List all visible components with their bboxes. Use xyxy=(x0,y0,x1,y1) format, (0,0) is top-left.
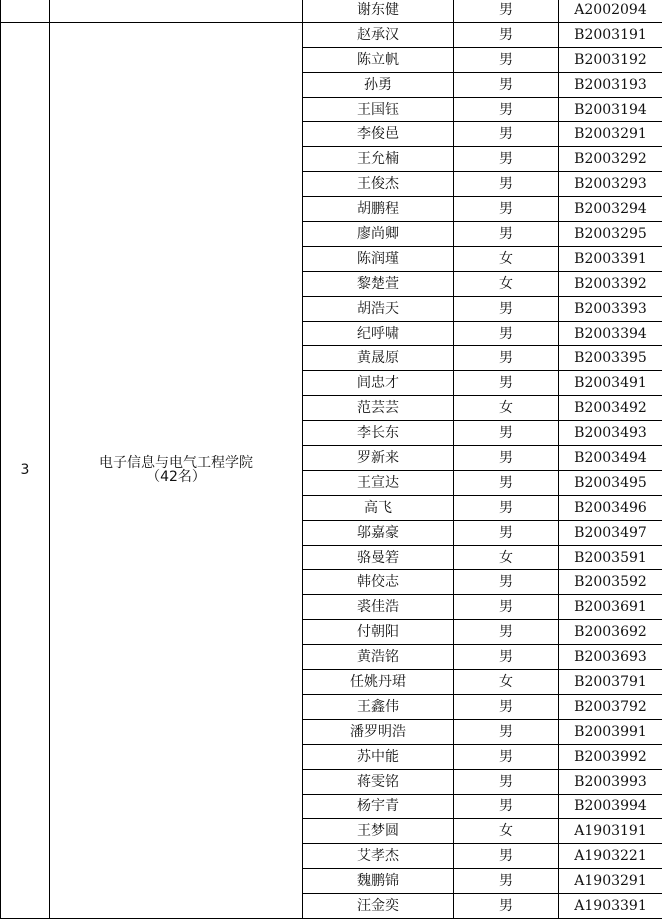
student-gender: 男 xyxy=(454,321,559,346)
student-name: 韩佼志 xyxy=(303,570,454,595)
student-id: B2003692 xyxy=(559,620,662,645)
college-cell xyxy=(50,0,303,22)
student-id: B2003291 xyxy=(559,122,662,147)
student-gender: 女 xyxy=(454,271,559,296)
group-number: 3 xyxy=(1,22,50,918)
student-id: B2003292 xyxy=(559,147,662,172)
student-name: 黄晟原 xyxy=(303,346,454,371)
student-name: 陈润瑾 xyxy=(303,246,454,271)
student-id: A1903191 xyxy=(559,819,662,844)
student-gender: 男 xyxy=(454,694,559,719)
student-gender: 男 xyxy=(454,620,559,645)
student-gender: 男 xyxy=(454,172,559,197)
student-name: 闾忠才 xyxy=(303,371,454,396)
student-name: 范芸芸 xyxy=(303,396,454,421)
student-gender: 男 xyxy=(454,470,559,495)
table-row xyxy=(1,22,662,47)
student-id: B2003493 xyxy=(559,421,662,446)
student-gender: 男 xyxy=(454,0,559,22)
student-gender: 男 xyxy=(454,869,559,894)
student-id: A1903221 xyxy=(559,844,662,869)
student-gender: 女 xyxy=(454,670,559,695)
student-gender: 男 xyxy=(454,744,559,769)
college-cell xyxy=(50,22,303,918)
college-name: 电子信息与电气工程学院 xyxy=(99,455,253,472)
student-name: 胡浩天 xyxy=(303,296,454,321)
student-name: 李长东 xyxy=(303,421,454,446)
student-gender: 男 xyxy=(454,595,559,620)
student-gender: 男 xyxy=(454,769,559,794)
student-id: B2003394 xyxy=(559,321,662,346)
student-gender: 男 xyxy=(454,47,559,72)
student-id: B2003191 xyxy=(559,22,662,47)
student-gender: 男 xyxy=(454,97,559,122)
student-name: 罗新来 xyxy=(303,446,454,471)
student-id: B2003193 xyxy=(559,72,662,97)
student-gender: 男 xyxy=(454,72,559,97)
student-id: B2003993 xyxy=(559,769,662,794)
student-id: B2003496 xyxy=(559,495,662,520)
student-id: B2003791 xyxy=(559,670,662,695)
student-gender: 男 xyxy=(454,645,559,670)
student-name: 胡鹏程 xyxy=(303,197,454,222)
student-id: B2003192 xyxy=(559,47,662,72)
student-id: A1903391 xyxy=(559,894,662,919)
student-name: 骆曼箬 xyxy=(303,545,454,570)
student-gender: 男 xyxy=(454,22,559,47)
student-name: 艾孝杰 xyxy=(303,844,454,869)
student-name: 黄浩铭 xyxy=(303,645,454,670)
student-name: 蒋雯铭 xyxy=(303,769,454,794)
student-gender: 男 xyxy=(454,520,559,545)
student-id: B2003392 xyxy=(559,271,662,296)
student-gender: 女 xyxy=(454,246,559,271)
student-id: B2003693 xyxy=(559,645,662,670)
student-gender: 男 xyxy=(454,446,559,471)
student-name: 潘罗明浩 xyxy=(303,719,454,744)
student-gender: 男 xyxy=(454,147,559,172)
student-name: 邬嘉豪 xyxy=(303,520,454,545)
student-id: B2003792 xyxy=(559,694,662,719)
student-id: B2003391 xyxy=(559,246,662,271)
student-name: 高飞 xyxy=(303,495,454,520)
student-gender: 男 xyxy=(454,421,559,446)
student-name: 杨宇青 xyxy=(303,794,454,819)
student-name: 纪呼啸 xyxy=(303,321,454,346)
student-name: 王俊杰 xyxy=(303,172,454,197)
student-id: A1903291 xyxy=(559,869,662,894)
student-gender: 女 xyxy=(454,396,559,421)
student-name: 付朝阳 xyxy=(303,620,454,645)
student-gender: 女 xyxy=(454,545,559,570)
number-cell xyxy=(1,0,50,22)
student-name: 王宣达 xyxy=(303,470,454,495)
student-name: 谢东健 xyxy=(303,0,454,22)
student-id: B2003194 xyxy=(559,97,662,122)
student-gender: 男 xyxy=(454,346,559,371)
student-name: 王国钰 xyxy=(303,97,454,122)
student-name: 魏鹏锦 xyxy=(303,869,454,894)
student-gender: 男 xyxy=(454,794,559,819)
student-name: 王梦圆 xyxy=(303,819,454,844)
student-id: B2003497 xyxy=(559,520,662,545)
student-name: 苏中能 xyxy=(303,744,454,769)
student-gender: 男 xyxy=(454,894,559,919)
student-name: 孙勇 xyxy=(303,72,454,97)
student-name: 裘佳浩 xyxy=(303,595,454,620)
student-gender: 男 xyxy=(454,844,559,869)
student-gender: 男 xyxy=(454,296,559,321)
roster-body xyxy=(1,0,662,918)
student-gender: 男 xyxy=(454,122,559,147)
student-id: B2003494 xyxy=(559,446,662,471)
student-name: 汪金奕 xyxy=(303,894,454,919)
student-id: B2003992 xyxy=(559,744,662,769)
student-id: B2003592 xyxy=(559,570,662,595)
student-id: B2003293 xyxy=(559,172,662,197)
student-id: B2003691 xyxy=(559,595,662,620)
student-id: B2003994 xyxy=(559,794,662,819)
student-name: 陈立帆 xyxy=(303,47,454,72)
student-id: B2003295 xyxy=(559,222,662,247)
student-name: 王允楠 xyxy=(303,147,454,172)
student-id: B2003495 xyxy=(559,470,662,495)
student-name: 赵承汉 xyxy=(303,22,454,47)
student-name: 任姚丹珺 xyxy=(303,670,454,695)
table-row xyxy=(1,0,662,22)
student-gender: 男 xyxy=(454,495,559,520)
student-id: A2002094 xyxy=(559,0,662,22)
student-gender: 男 xyxy=(454,197,559,222)
student-name: 黎楚萱 xyxy=(303,271,454,296)
student-gender: 男 xyxy=(454,222,559,247)
student-gender: 男 xyxy=(454,371,559,396)
student-name: 王鑫伟 xyxy=(303,694,454,719)
student-id: B2003393 xyxy=(559,296,662,321)
student-id: B2003491 xyxy=(559,371,662,396)
student-id: B2003991 xyxy=(559,719,662,744)
student-id: B2003492 xyxy=(559,396,662,421)
student-gender: 男 xyxy=(454,570,559,595)
student-name: 廖尚卿 xyxy=(303,222,454,247)
student-id: B2003294 xyxy=(559,197,662,222)
college-quota: （42名） xyxy=(146,469,206,486)
student-id: B2003395 xyxy=(559,346,662,371)
student-name: 李俊邑 xyxy=(303,122,454,147)
student-id: B2003591 xyxy=(559,545,662,570)
student-gender: 男 xyxy=(454,719,559,744)
student-gender: 女 xyxy=(454,819,559,844)
